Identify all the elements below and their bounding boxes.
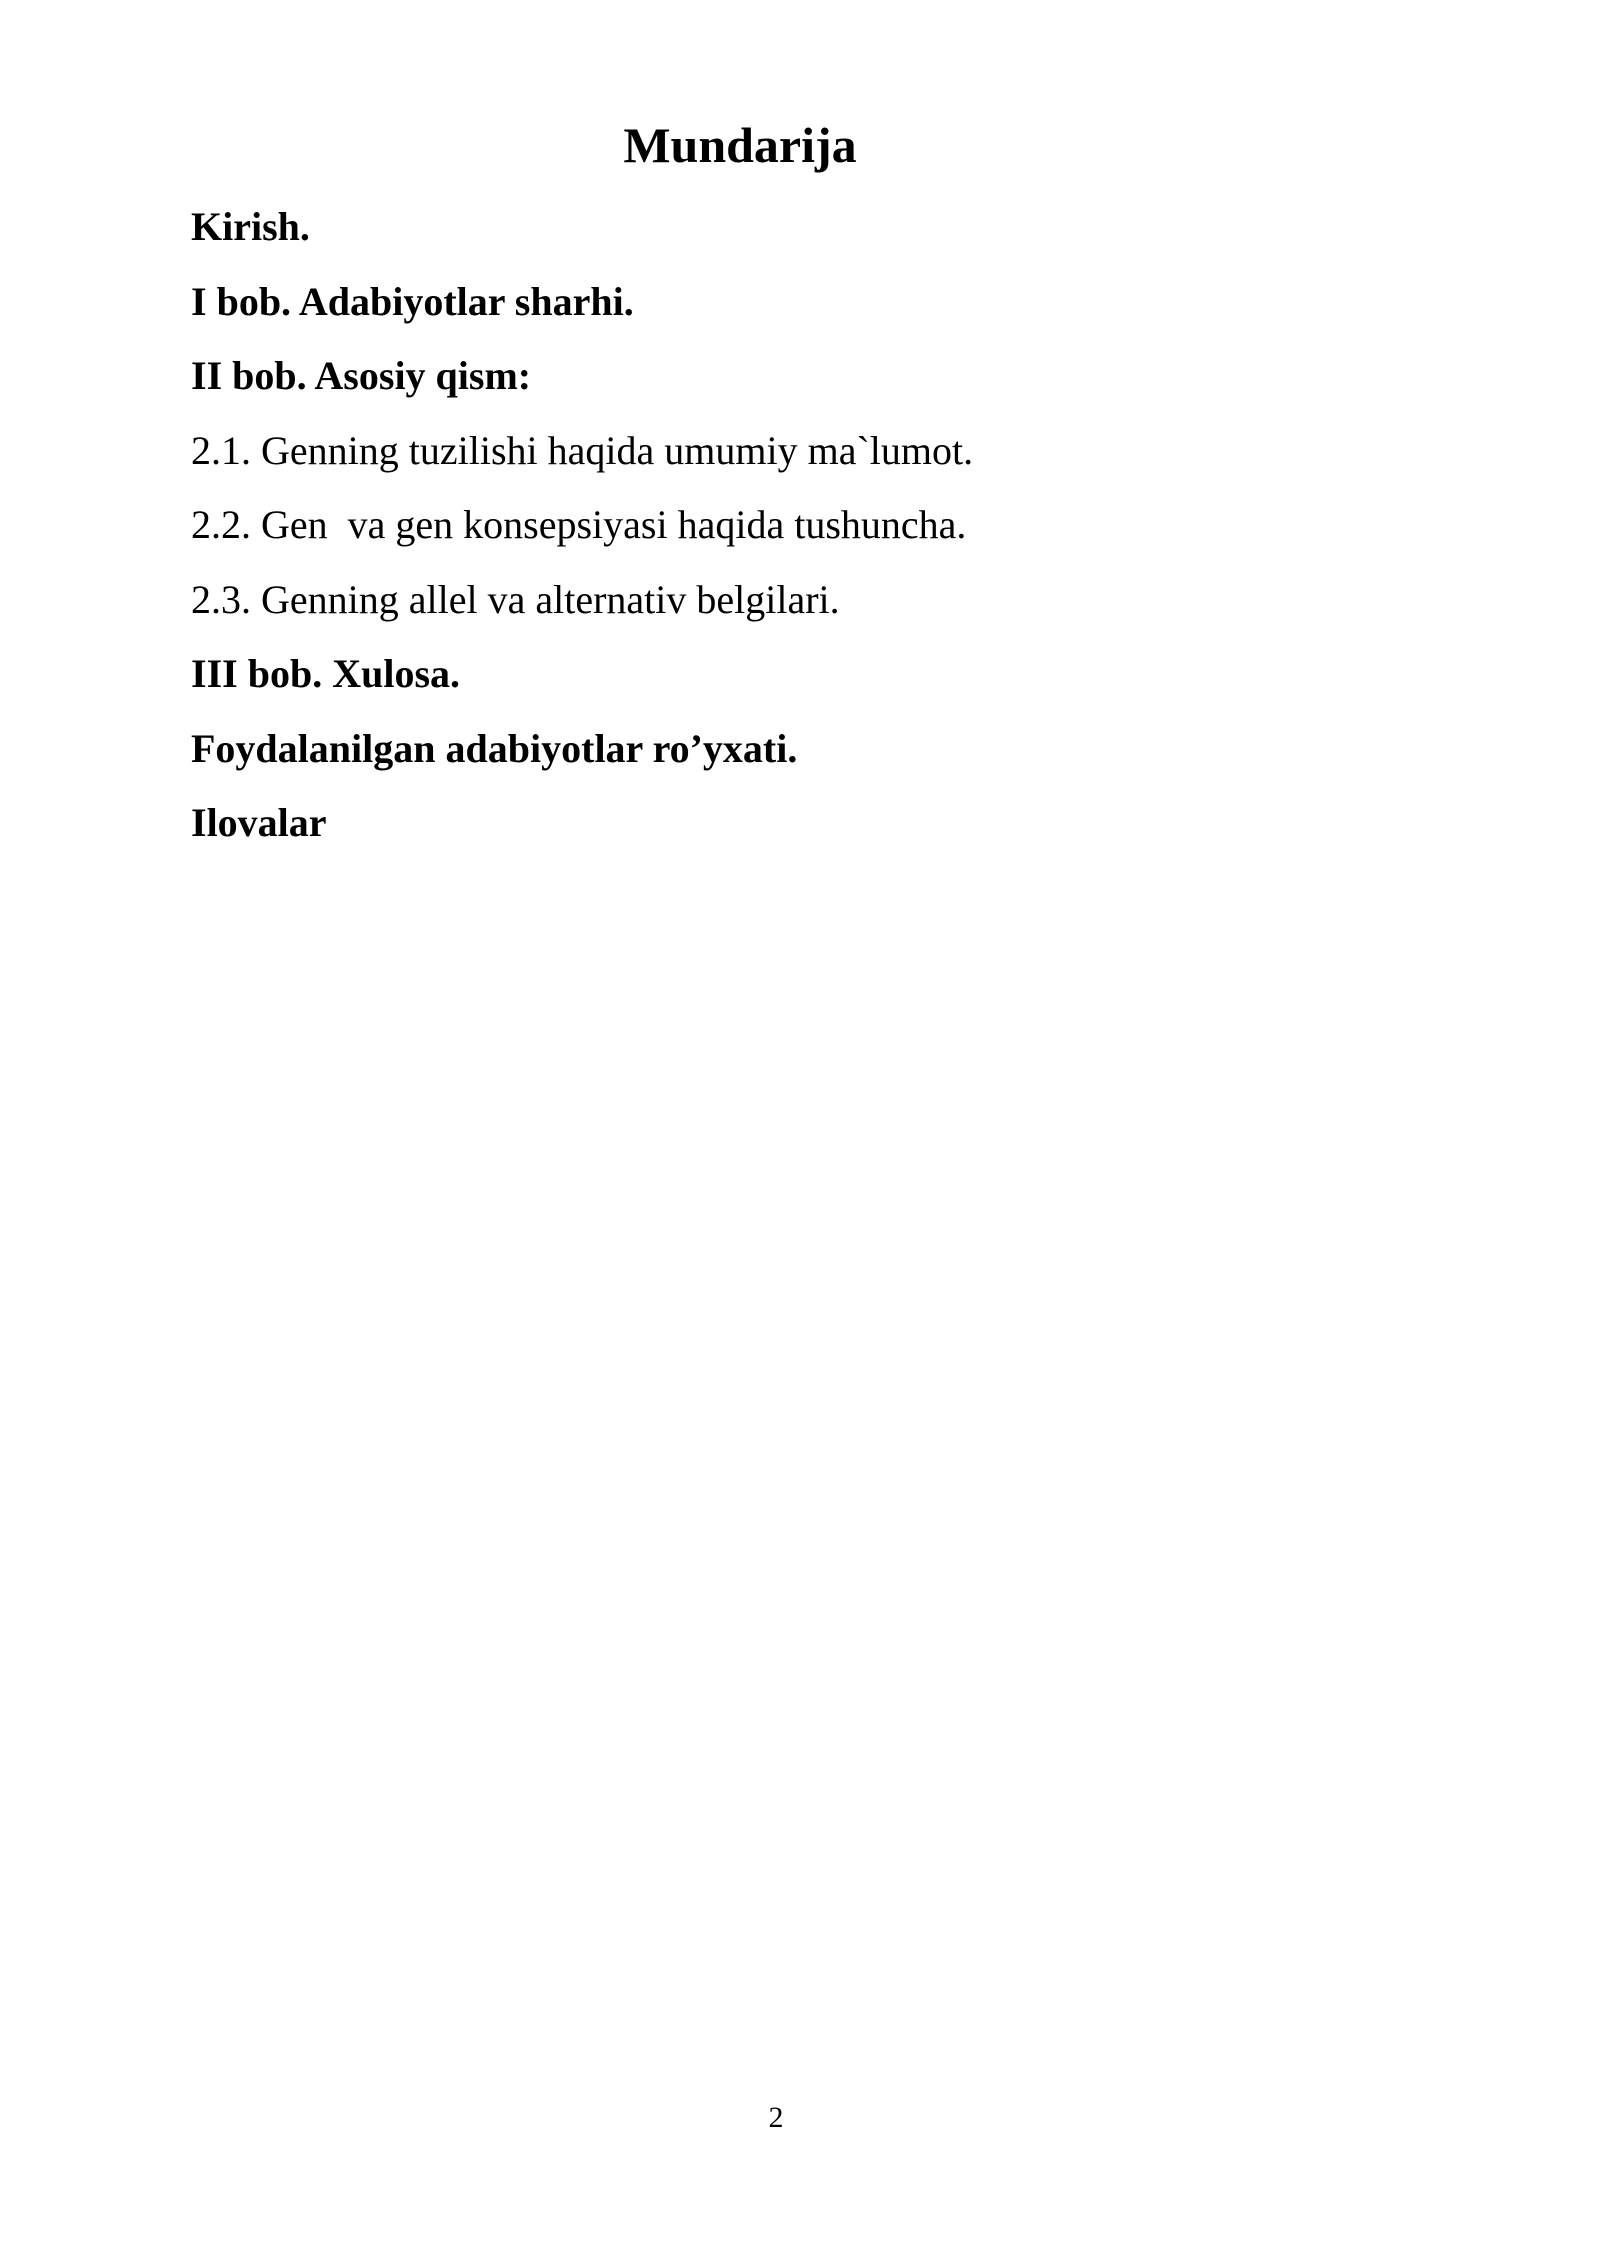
toc-item-section-2-1: 2.1. Genning tuzilishi haqida umumiy ma`lumot. xyxy=(191,427,974,473)
toc-item-references: Foydalanilgan adabiyotlar ro’yxati. xyxy=(191,725,798,771)
toc-item-chapter-2: II bob. Asosiy qism: xyxy=(191,353,532,398)
toc-item-section-2-2: 2.2. Gen va gen konsepsiyasi haqida tushuncha. xyxy=(191,502,967,547)
toc-item-chapter-3: III bob. Xulosa. xyxy=(191,651,461,696)
page-title: Mundarija xyxy=(623,117,857,173)
table-of-contents xyxy=(191,190,973,861)
page-number: 2 xyxy=(768,2101,784,2134)
toc-item-kirish: Kirish. xyxy=(191,204,310,249)
toc-item-section-2-3: 2.3. Genning allel va alternativ belgilari. xyxy=(191,576,840,622)
toc-item-appendices: Ilovalar xyxy=(191,800,327,845)
toc-item-chapter-1: I bob. Adabiyotlar sharhi. xyxy=(191,278,634,324)
